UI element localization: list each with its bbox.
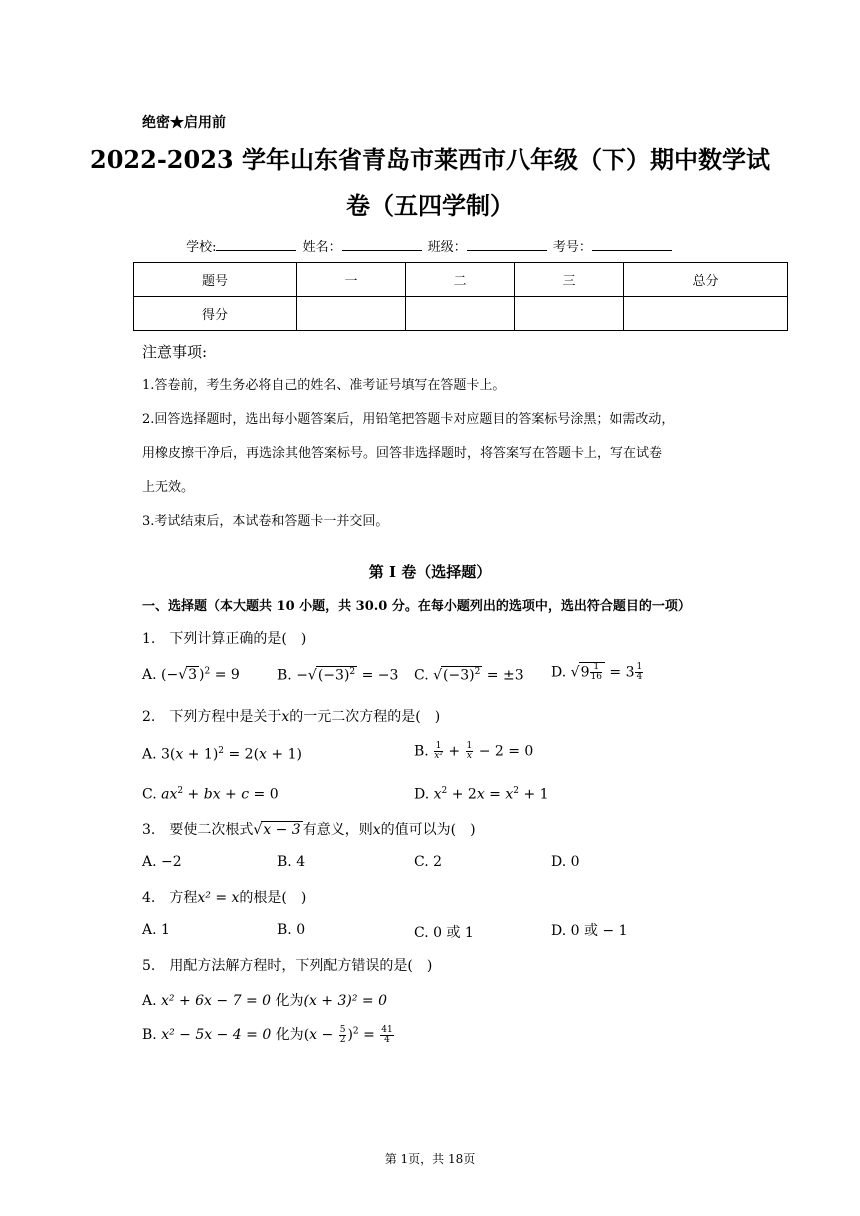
score-cell: 三 xyxy=(515,263,624,297)
q5-option-a[interactable] xyxy=(142,990,387,1010)
name-label: 姓名： xyxy=(302,240,342,255)
q4-text-post: 的根是( ) xyxy=(239,890,307,906)
q5-b-equation: x² − 5x − 4 = 0 xyxy=(161,1027,272,1043)
q2-option-a[interactable]: A. $3(x + 1)^2 = 2(x + 1)$ xyxy=(142,746,302,763)
q2-text-pre: 2. 下列方程中是关于 xyxy=(142,709,282,725)
secret-label: 绝密★启用前 xyxy=(142,115,226,131)
q1-option-d[interactable]: D. √9 $\frac{1}{16}$ = 3 $\frac{1}{4}$ xyxy=(551,662,643,682)
question-3: 3. 要使二次根式√x − 3 有意义，则x的值可以为( ) xyxy=(142,822,476,838)
q3-text-pre: 3. 要使二次根式 xyxy=(142,822,254,838)
question-4 xyxy=(142,887,306,907)
q4-option-d[interactable]: D. 0 或 − 1 xyxy=(551,923,628,939)
score-row-label: 得分 xyxy=(134,297,297,331)
name-blank[interactable] xyxy=(342,239,422,251)
q5-b-connector: 化为 xyxy=(275,1027,304,1043)
exam-no-label: 考号： xyxy=(552,240,592,255)
q3-option-a[interactable]: A. −2 xyxy=(142,854,182,870)
q3-option-d[interactable]: D. 0 xyxy=(551,854,580,870)
q1-option-c[interactable]: C. $√(-3)^2 = \pm 3$ xyxy=(414,667,524,684)
q4-equation: x² = x xyxy=(197,890,240,906)
q5-a-equation: x² + 6x − 7 = 0 xyxy=(161,993,272,1009)
q2-option-d[interactable]: D. $x^2 + 2x = x^2 + 1$ xyxy=(414,786,549,803)
score-table xyxy=(133,262,788,331)
notice-item-2-line2: 用橡皮擦干净后，再选涂其他答案标号。回答非选择题时，将答案写在答题卡上，写在试卷 xyxy=(142,446,663,461)
score-cell-empty[interactable] xyxy=(515,297,624,331)
score-cell: 一 xyxy=(297,263,406,297)
q2-option-b[interactable]: B. $\frac{1}{\text{x²}}$ + $\frac{1}{x}$ − 2 = 0 xyxy=(414,741,534,761)
q3-text-mid: 有意义，则 xyxy=(302,822,373,838)
score-cell-empty[interactable] xyxy=(297,297,406,331)
question-5: 5. 用配方法解方程时，下列配方错误的是( ) xyxy=(142,958,433,974)
question-1: 1. 下列计算正确的是( ) xyxy=(142,631,307,647)
score-cell: 题号 xyxy=(134,263,297,297)
notice-item-1: 1.答卷前，考生务必将自己的姓名、准考证号填写在答题卡上。 xyxy=(142,378,506,393)
class-blank[interactable] xyxy=(467,239,547,251)
q4-option-c[interactable]: C. 0 或 1 xyxy=(414,925,474,941)
score-cell-empty[interactable] xyxy=(406,297,515,331)
score-cell-empty[interactable] xyxy=(624,297,788,331)
class-label: 班级： xyxy=(427,240,467,255)
school-blank[interactable] xyxy=(216,239,296,251)
score-table-header-row xyxy=(134,263,788,297)
q3-option-c[interactable]: C. 2 xyxy=(414,854,443,870)
school-label: 学校: xyxy=(186,240,217,255)
q5-a-letter: A. xyxy=(142,993,157,1009)
notice-heading: 注意事项: xyxy=(142,343,208,361)
q2-text-post: 的一元二次方程的是( ) xyxy=(289,709,441,725)
q5-option-b[interactable]: B. x² − 5x − 4 = 0 化为(x − $\frac{5}{2}$ )$^2$ = $\frac{41}{4}$ xyxy=(142,1024,393,1045)
score-table-score-row xyxy=(134,297,788,331)
q5-a-connector: 化为 xyxy=(275,993,304,1009)
q1-option-b[interactable]: B. $-√(-3)^2 = -3$ xyxy=(277,667,399,684)
question-2 xyxy=(142,706,440,726)
score-cell: 二 xyxy=(406,263,515,297)
page-footer: 第 1页，共 18页 xyxy=(384,1152,476,1166)
exam-title-line1: 2022-2023 学年山东省青岛市莱西市八年级（下）期中数学试 xyxy=(90,145,770,174)
q4-text-pre: 4. 方程 xyxy=(142,890,198,906)
q3-radicand: x − 3 xyxy=(263,822,301,838)
q3-option-b[interactable]: B. 4 xyxy=(277,854,306,870)
q4-option-b[interactable]: B. 0 xyxy=(277,922,306,938)
notice-item-3: 3.考试结束后，本试卷和答题卡一并交回。 xyxy=(142,514,389,529)
q3-variable: x xyxy=(372,822,381,838)
exam-no-blank[interactable] xyxy=(592,239,672,251)
q2-option-c[interactable]: C. $ax^2$ + bx + c = 0 xyxy=(142,786,279,803)
part1-heading: 一、选择题（本大题共 10 小题，共 30.0 分。在每小题列出的选项中，选出符合题目的一项） xyxy=(142,599,691,614)
section-title: 第 I 卷（选择题） xyxy=(368,563,492,581)
student-info-line xyxy=(0,236,860,255)
notice-item-2-line3: 上无效。 xyxy=(142,480,195,495)
notice-item-2-line1: 2.回答选择题时，选出每小题答案后，用铅笔把答题卡对应题目的答案标号涂黑；如需改动， xyxy=(142,412,675,427)
q2-variable: x xyxy=(281,709,290,725)
q5-b-letter: B. xyxy=(142,1027,157,1043)
q3-text-post: 的值可以为( ) xyxy=(380,822,476,838)
score-cell: 总分 xyxy=(624,263,788,297)
q5-a-result: (x + 3)² = 0 xyxy=(303,993,388,1009)
exam-title-line2: 卷（五四学制） xyxy=(346,191,514,220)
q4-option-a[interactable]: A. 1 xyxy=(142,922,170,938)
q1-option-a[interactable]: A. (−√3 )$^2$ = 9 xyxy=(142,666,240,683)
